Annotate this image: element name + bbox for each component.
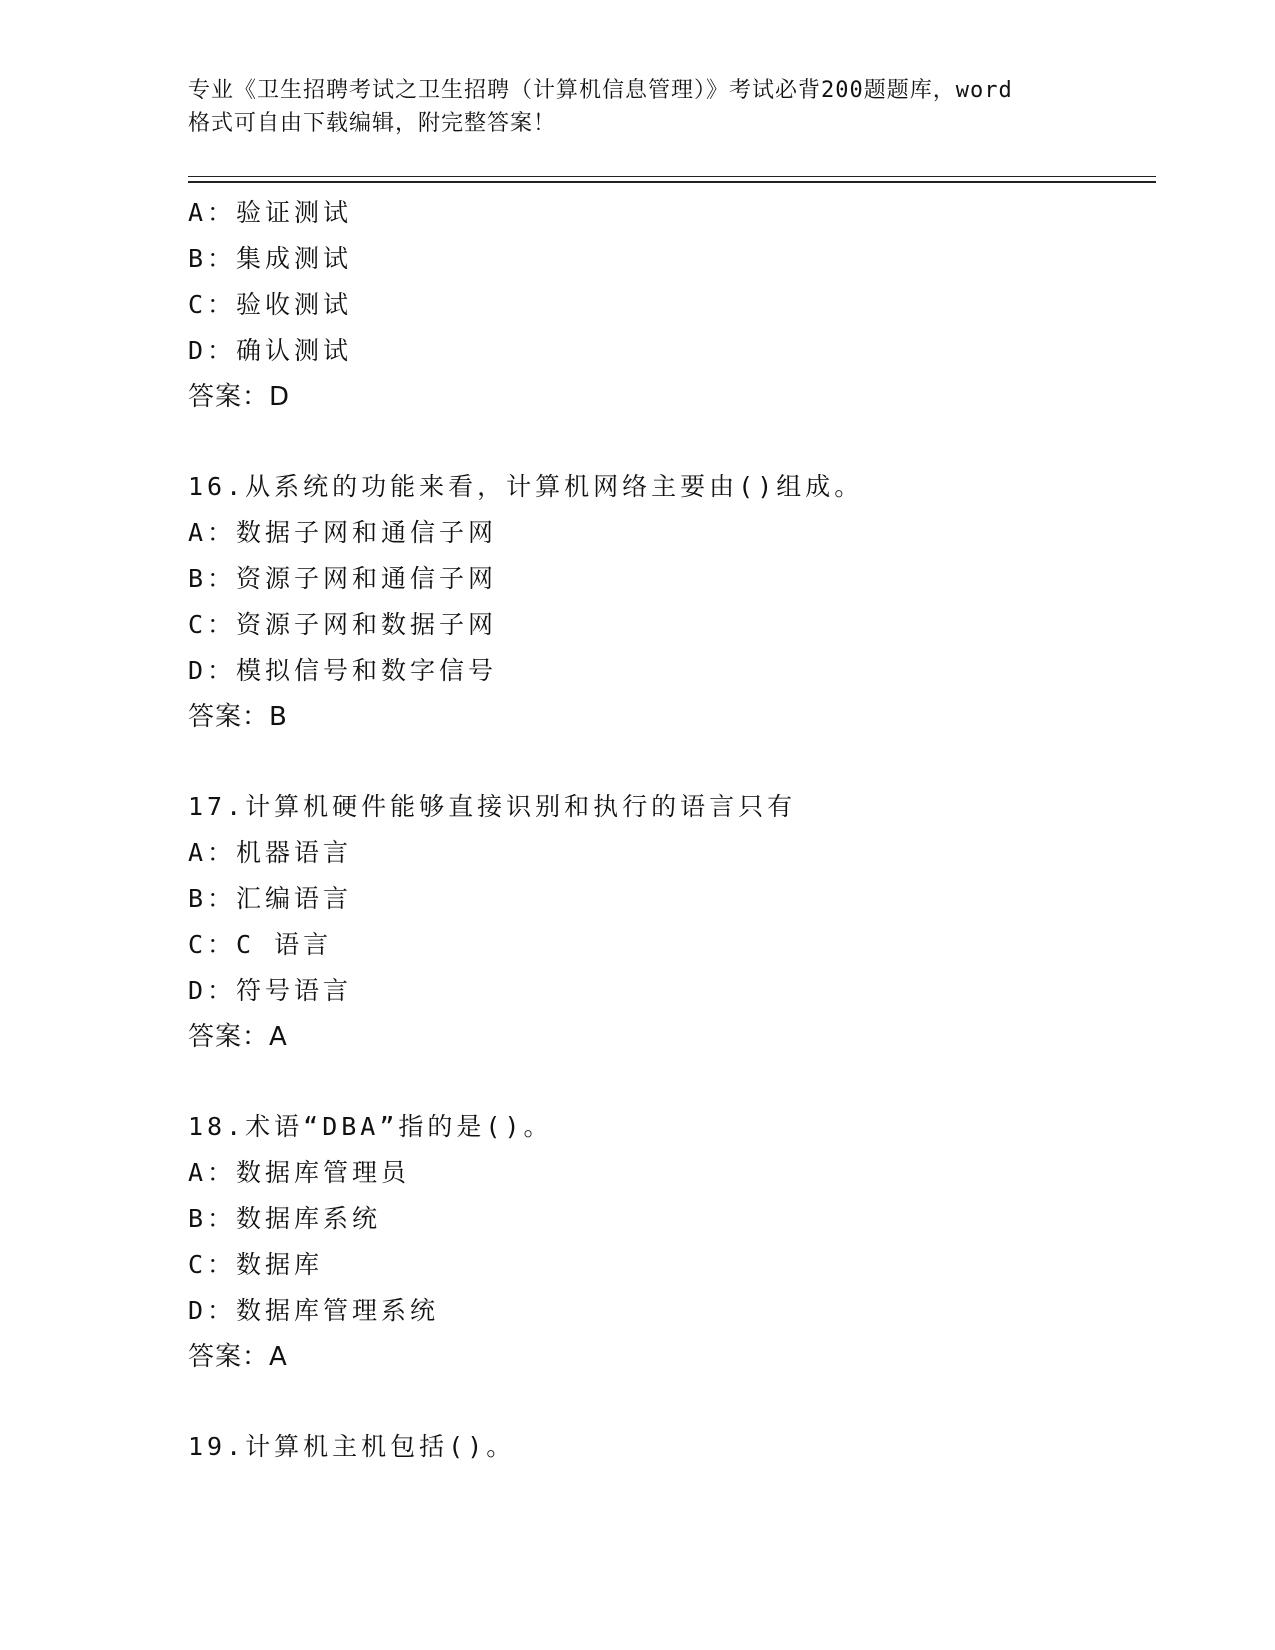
question-19 — [188, 1424, 1156, 1470]
answer: 答案：A — [188, 1342, 288, 1372]
question-stem: 17.计算机硬件能够直接识别和执行的语言只有 — [188, 792, 797, 821]
question-17 — [188, 784, 1156, 1060]
option-d: D：数据库管理系统 — [188, 1296, 440, 1325]
option-b: B：数据库系统 — [188, 1204, 382, 1233]
option-c: C：资源子网和数据子网 — [188, 610, 498, 639]
continued-question — [188, 190, 1156, 420]
question-stem: 16.从系统的功能来看，计算机网络主要由()组成。 — [188, 472, 864, 501]
option-d: D：符号语言 — [188, 976, 353, 1005]
question-list — [188, 190, 1156, 1470]
answer: 答案：B — [188, 702, 288, 732]
option-b: B：资源子网和通信子网 — [188, 564, 498, 593]
question-16 — [188, 464, 1156, 740]
header-divider-thin — [188, 176, 1156, 177]
option-d: D：确认测试 — [188, 336, 353, 365]
question-18 — [188, 1104, 1156, 1380]
option-a: A：数据库管理员 — [188, 1158, 411, 1187]
option-a: A：验证测试 — [188, 198, 353, 227]
question-stem: 18.术语“DBA”指的是()。 — [188, 1112, 553, 1141]
option-a: A：数据子网和通信子网 — [188, 518, 498, 547]
option-c: C：C 语言 — [188, 930, 333, 959]
question-stem: 19.计算机主机包括()。 — [188, 1432, 516, 1461]
option-c: C：数据库 — [188, 1250, 324, 1279]
option-b: B：汇编语言 — [188, 884, 353, 913]
header-divider-thick — [188, 181, 1156, 183]
document-header — [188, 74, 1088, 140]
answer: 答案：D — [188, 382, 291, 412]
option-c: C：验收测试 — [188, 290, 353, 319]
answer: 答案：A — [188, 1022, 288, 1052]
option-b: B：集成测试 — [188, 244, 353, 273]
option-d: D：模拟信号和数字信号 — [188, 656, 498, 685]
header-line-2: 格式可自由下载编辑，附完整答案！ — [188, 111, 557, 136]
option-a: A：机器语言 — [188, 838, 353, 867]
header-line-1: 专业《卫生招聘考试之卫生招聘（计算机信息管理）》考试必背200题题库，word — [188, 78, 1013, 103]
